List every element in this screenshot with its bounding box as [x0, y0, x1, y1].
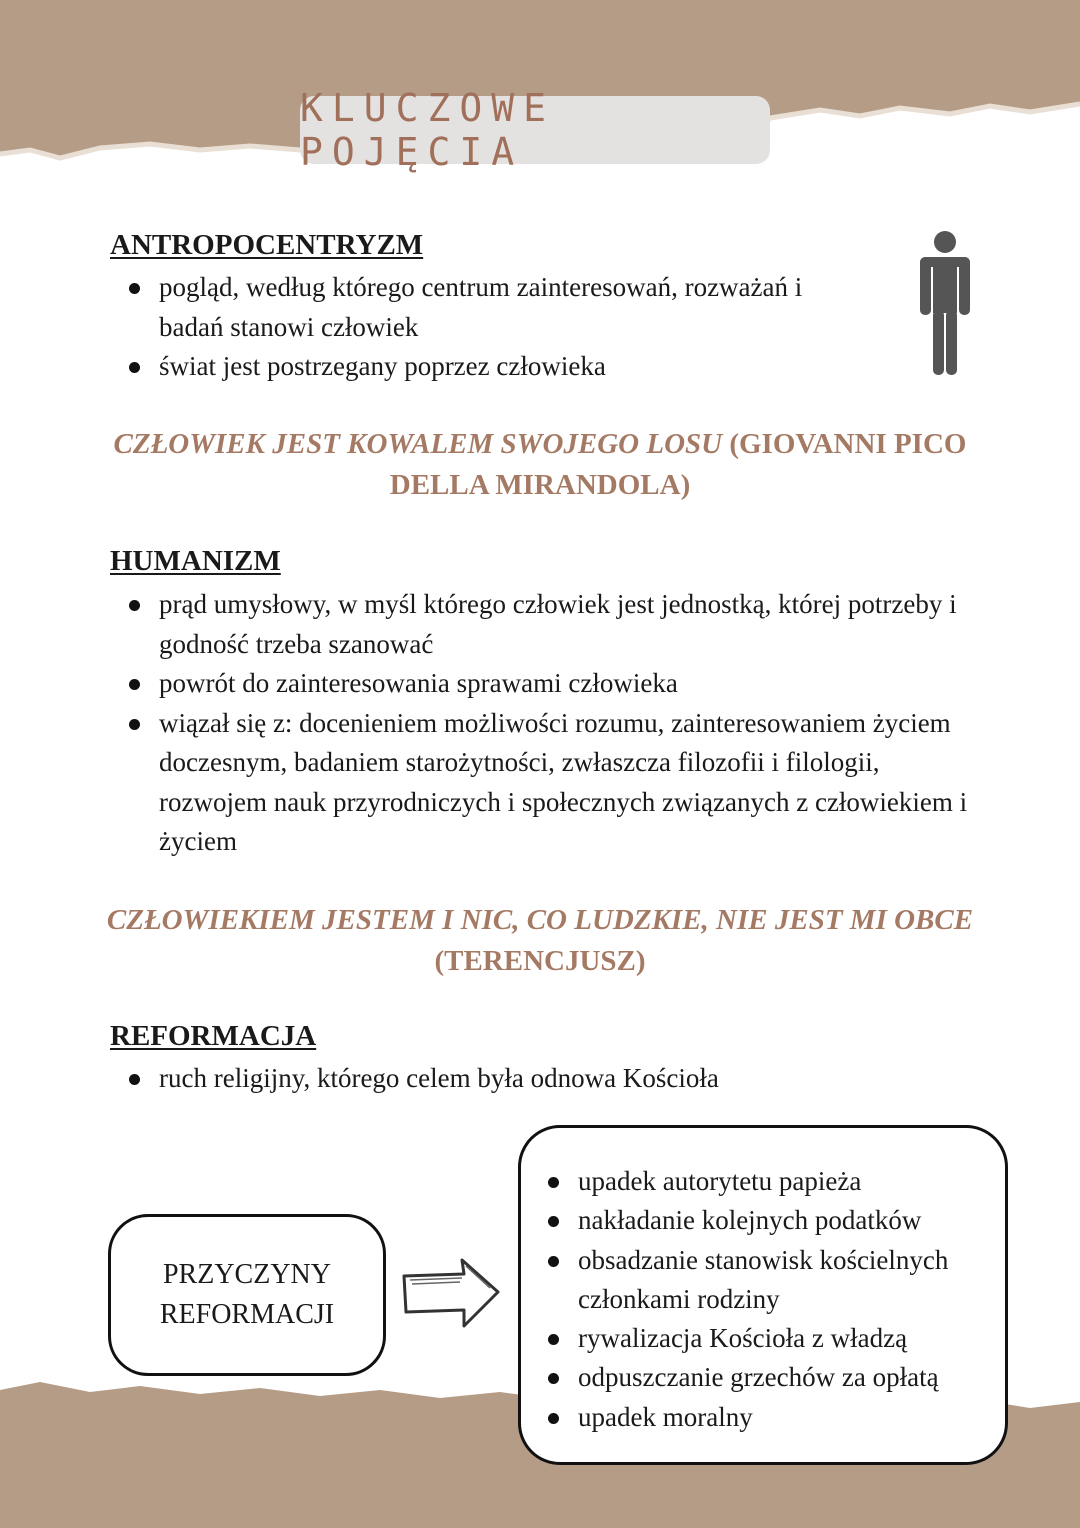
list-item: powrót do zainteresowania sprawami człowieka — [110, 664, 980, 704]
quote-text: CZŁOWIEKIEM JESTEM I NIC, CO LUDZKIE, NIE JEST MI OBCE — [106, 904, 974, 936]
label-line-1: PRZYCZYNY — [162, 1259, 331, 1290]
quote-author: (GIOVANNI PICO DELLA MIRANDOLA) — [389, 428, 967, 501]
list-item: wiązał się z: docenieniem możliwości rozumu, zainteresowaniem życiem doczesnym, badaniem starożytności, zwłaszcza filozofii i filologii, rozwojem nauk przyrodniczych i społecznych związanych z człowiekiem i życiem — [110, 704, 980, 862]
list-item: świat jest postrzegany poprzez człowieka — [110, 347, 870, 387]
antropocentryzm-list — [110, 268, 870, 387]
section-title-antropocentryzm: ANTROPOCENTRYZM — [110, 229, 424, 261]
list-item: ruch religijny, którego celem była odnowa Kościoła — [110, 1059, 980, 1099]
list-item: obsadzanie stanowisk kościelnych członkami rodziny — [529, 1241, 989, 1320]
reformation-causes-list — [529, 1162, 989, 1437]
list-item: pogląd, według którego centrum zainteresowań, rozważań i badań stanowi człowiek — [110, 268, 870, 347]
list-item: nakładanie kolejnych podatków — [529, 1201, 989, 1240]
list-item: upadek moralny — [529, 1398, 989, 1437]
list-item: odpuszczanie grzechów za opłatą — [529, 1358, 989, 1397]
person-icon — [915, 230, 975, 383]
section-title-humanizm: HUMANIZM — [110, 545, 281, 577]
reformation-causes-box — [518, 1125, 1008, 1465]
list-item: prąd umysłowy, w myśl którego człowiek jest jednostką, której potrzeby i godność trzeba szanować — [110, 585, 980, 664]
page-title: KLUCZOWE POJĘCIA — [300, 96, 770, 164]
reformacja-list — [110, 1059, 980, 1099]
quote-text: CZŁOWIEK JEST KOWALEM SWOJEGO LOSU — [113, 428, 723, 460]
list-item: upadek autorytetu papieża — [529, 1162, 989, 1201]
label-line-2: REFORMACJI — [159, 1299, 335, 1330]
quote-author: (TERENCJUSZ) — [434, 945, 646, 977]
right-arrow-icon — [400, 1256, 504, 1335]
list-item: rywalizacja Kościoła z władzą — [529, 1319, 989, 1358]
reformation-causes-label — [108, 1214, 386, 1376]
quote-pico — [100, 424, 980, 506]
quote-terencjusz — [100, 900, 980, 982]
humanizm-list — [110, 585, 980, 862]
section-title-reformacja: REFORMACJA — [110, 1020, 317, 1052]
